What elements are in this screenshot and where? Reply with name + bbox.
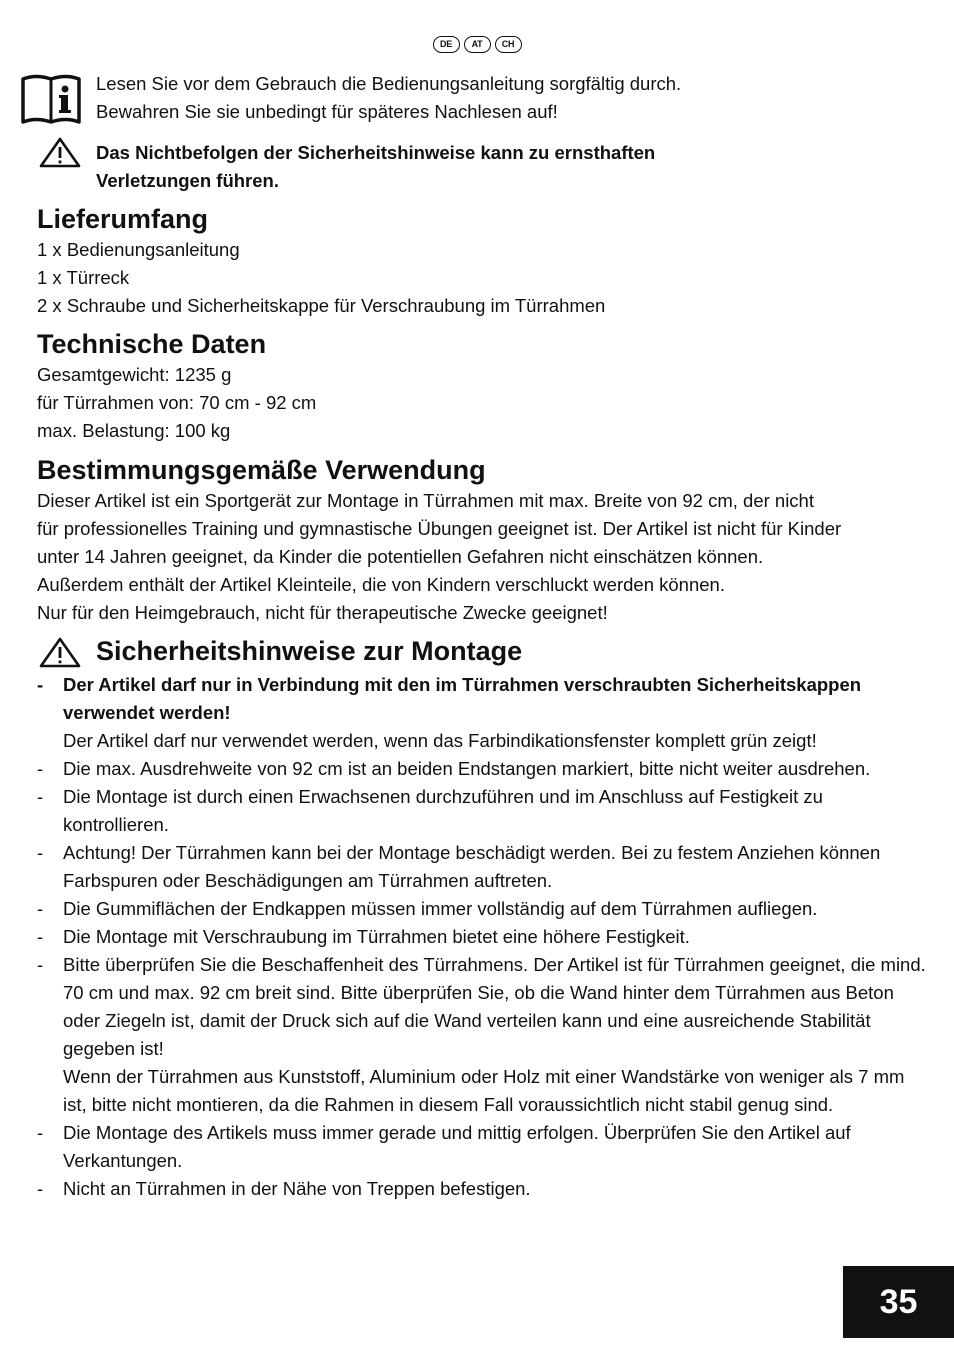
assembly-safety-list bbox=[37, 671, 927, 1203]
warning-triangle-icon bbox=[38, 136, 82, 168]
list-item bbox=[37, 755, 927, 783]
paragraph-line: Außerdem enthält der Artikel Kleinteile, die von Kindern verschluckt werden können. bbox=[37, 574, 725, 595]
bullet-text: Die Montage ist durch einen Erwachsenen durchzuführen und im Anschluss auf Festigkeit zu kontrollieren. bbox=[63, 786, 823, 835]
bullet-bold-text: Der Artikel darf nur in Verbindung mit den im Türrahmen verschraubten Sicherheitskappen verwendet werden! bbox=[63, 674, 862, 723]
safety-warning bbox=[96, 139, 655, 195]
country-badge-de: DE bbox=[433, 36, 460, 53]
technical-data-list bbox=[37, 361, 316, 445]
bullet-text: Die Gummiflächen der Endkappen müssen immer vollständig auf dem Türrahmen aufliegen. bbox=[63, 898, 818, 919]
list-item: 1 x Türreck bbox=[37, 267, 130, 288]
warning-line: Verletzungen führen. bbox=[96, 170, 279, 191]
scope-of-delivery-list bbox=[37, 236, 605, 320]
bullet-marker: - bbox=[37, 758, 44, 779]
list-item bbox=[37, 1119, 927, 1175]
paragraph-line: Nur für den Heimgebrauch, nicht für therapeutische Zwecke geeignet! bbox=[37, 602, 608, 623]
list-item: 1 x Bedienungsanleitung bbox=[37, 239, 240, 260]
list-item bbox=[37, 923, 927, 951]
bullet-text: Die max. Ausdrehweite von 92 cm ist an beiden Endstangen markiert, bitte nicht weiter ausdrehen. bbox=[63, 758, 871, 779]
intended-use-text bbox=[37, 487, 841, 627]
bullet-text: Die Montage des Artikels muss immer gerade und mittig erfolgen. Überprüfen Sie den Artikel auf Verkantungen. bbox=[63, 1122, 851, 1171]
bullet-marker: - bbox=[37, 1122, 44, 1143]
country-badge-ch: CH bbox=[495, 36, 522, 53]
intro-text bbox=[96, 70, 681, 126]
bullet-marker: - bbox=[37, 1178, 44, 1199]
bullet-text: Wenn der Türrahmen aus Kunststoff, Aluminium oder Holz mit einer Wandstärke von weniger als 7 mm ist, bitte nicht montieren, da die Rahmen in diesem Fall voraussichtlich nicht stabil genug sind. bbox=[63, 1066, 905, 1115]
bullet-text: Nicht an Türrahmen in der Nähe von Treppen befestigen. bbox=[63, 1178, 531, 1199]
page-number: 35 bbox=[843, 1266, 954, 1338]
intro-line: Lesen Sie vor dem Gebrauch die Bedienungsanleitung sorgfältig durch. bbox=[96, 73, 682, 94]
list-item bbox=[37, 839, 927, 895]
list-item bbox=[37, 895, 927, 923]
bullet-marker: - bbox=[37, 926, 44, 947]
warning-triangle-icon bbox=[38, 636, 82, 668]
paragraph-line: für professionelles Training und gymnastische Übungen geeignet ist. Der Artikel ist nicht für Kinder bbox=[37, 518, 842, 539]
paragraph-line: unter 14 Jahren geeignet, da Kinder die potentiellen Gefahren nicht einschätzen können. bbox=[37, 546, 764, 567]
intro-line: Bewahren Sie sie unbedingt für späteres Nachlesen auf! bbox=[96, 101, 558, 122]
list-item bbox=[37, 783, 927, 839]
list-item bbox=[37, 1175, 927, 1203]
list-item: Gesamtgewicht: 1235 g bbox=[37, 364, 232, 385]
heading-montage: Sicherheitshinweise zur Montage bbox=[96, 636, 523, 666]
list-item: 2 x Schraube und Sicherheitskappe für Verschraubung im Türrahmen bbox=[37, 295, 606, 316]
bullet-text: Achtung! Der Türrahmen kann bei der Montage beschädigt werden. Bei zu festem Anziehen können Farbspuren oder Beschädigungen am Türrahmen auftreten. bbox=[63, 842, 881, 891]
info-book-icon bbox=[20, 73, 82, 125]
bullet-text: Bitte überprüfen Sie die Beschaffenheit des Türrahmens. Der Artikel ist für Türrahmen geeignet, die mind. 70 cm und max. 92 cm breit sind. Bitte überprüfen Sie, ob die Wand hinter dem Türrahmen aus Beton oder Ziegeln ist, damit der Druck sich auf die Wand verteilen kann und eine ausreichende Stabilität gegeben ist! bbox=[63, 954, 926, 1059]
heading-technische-daten: Technische Daten bbox=[37, 329, 267, 359]
country-badges bbox=[0, 36, 954, 53]
list-item bbox=[37, 951, 927, 1119]
heading-lieferumfang: Lieferumfang bbox=[37, 204, 209, 234]
list-item: für Türrahmen von: 70 cm - 92 cm bbox=[37, 392, 317, 413]
bullet-text: Der Artikel darf nur verwendet werden, wenn das Farbindikationsfenster komplett grün zeigt! bbox=[63, 730, 817, 751]
heading-verwendung: Bestimmungsgemäße Verwendung bbox=[37, 455, 486, 485]
country-badge-at: AT bbox=[464, 36, 491, 53]
bullet-marker: - bbox=[37, 674, 44, 695]
bullet-marker: - bbox=[37, 898, 44, 919]
bullet-marker: - bbox=[37, 786, 44, 807]
bullet-text: Die Montage mit Verschraubung im Türrahmen bietet eine höhere Festigkeit. bbox=[63, 926, 690, 947]
bullet-marker: - bbox=[37, 954, 44, 975]
bullet-marker: - bbox=[37, 842, 44, 863]
list-item bbox=[37, 671, 927, 755]
paragraph-line: Dieser Artikel ist ein Sportgerät zur Montage in Türrahmen mit max. Breite von 92 cm, der nicht bbox=[37, 490, 814, 511]
list-item: max. Belastung: 100 kg bbox=[37, 420, 231, 441]
warning-line: Das Nichtbefolgen der Sicherheitshinweise kann zu ernsthaften bbox=[96, 142, 656, 163]
